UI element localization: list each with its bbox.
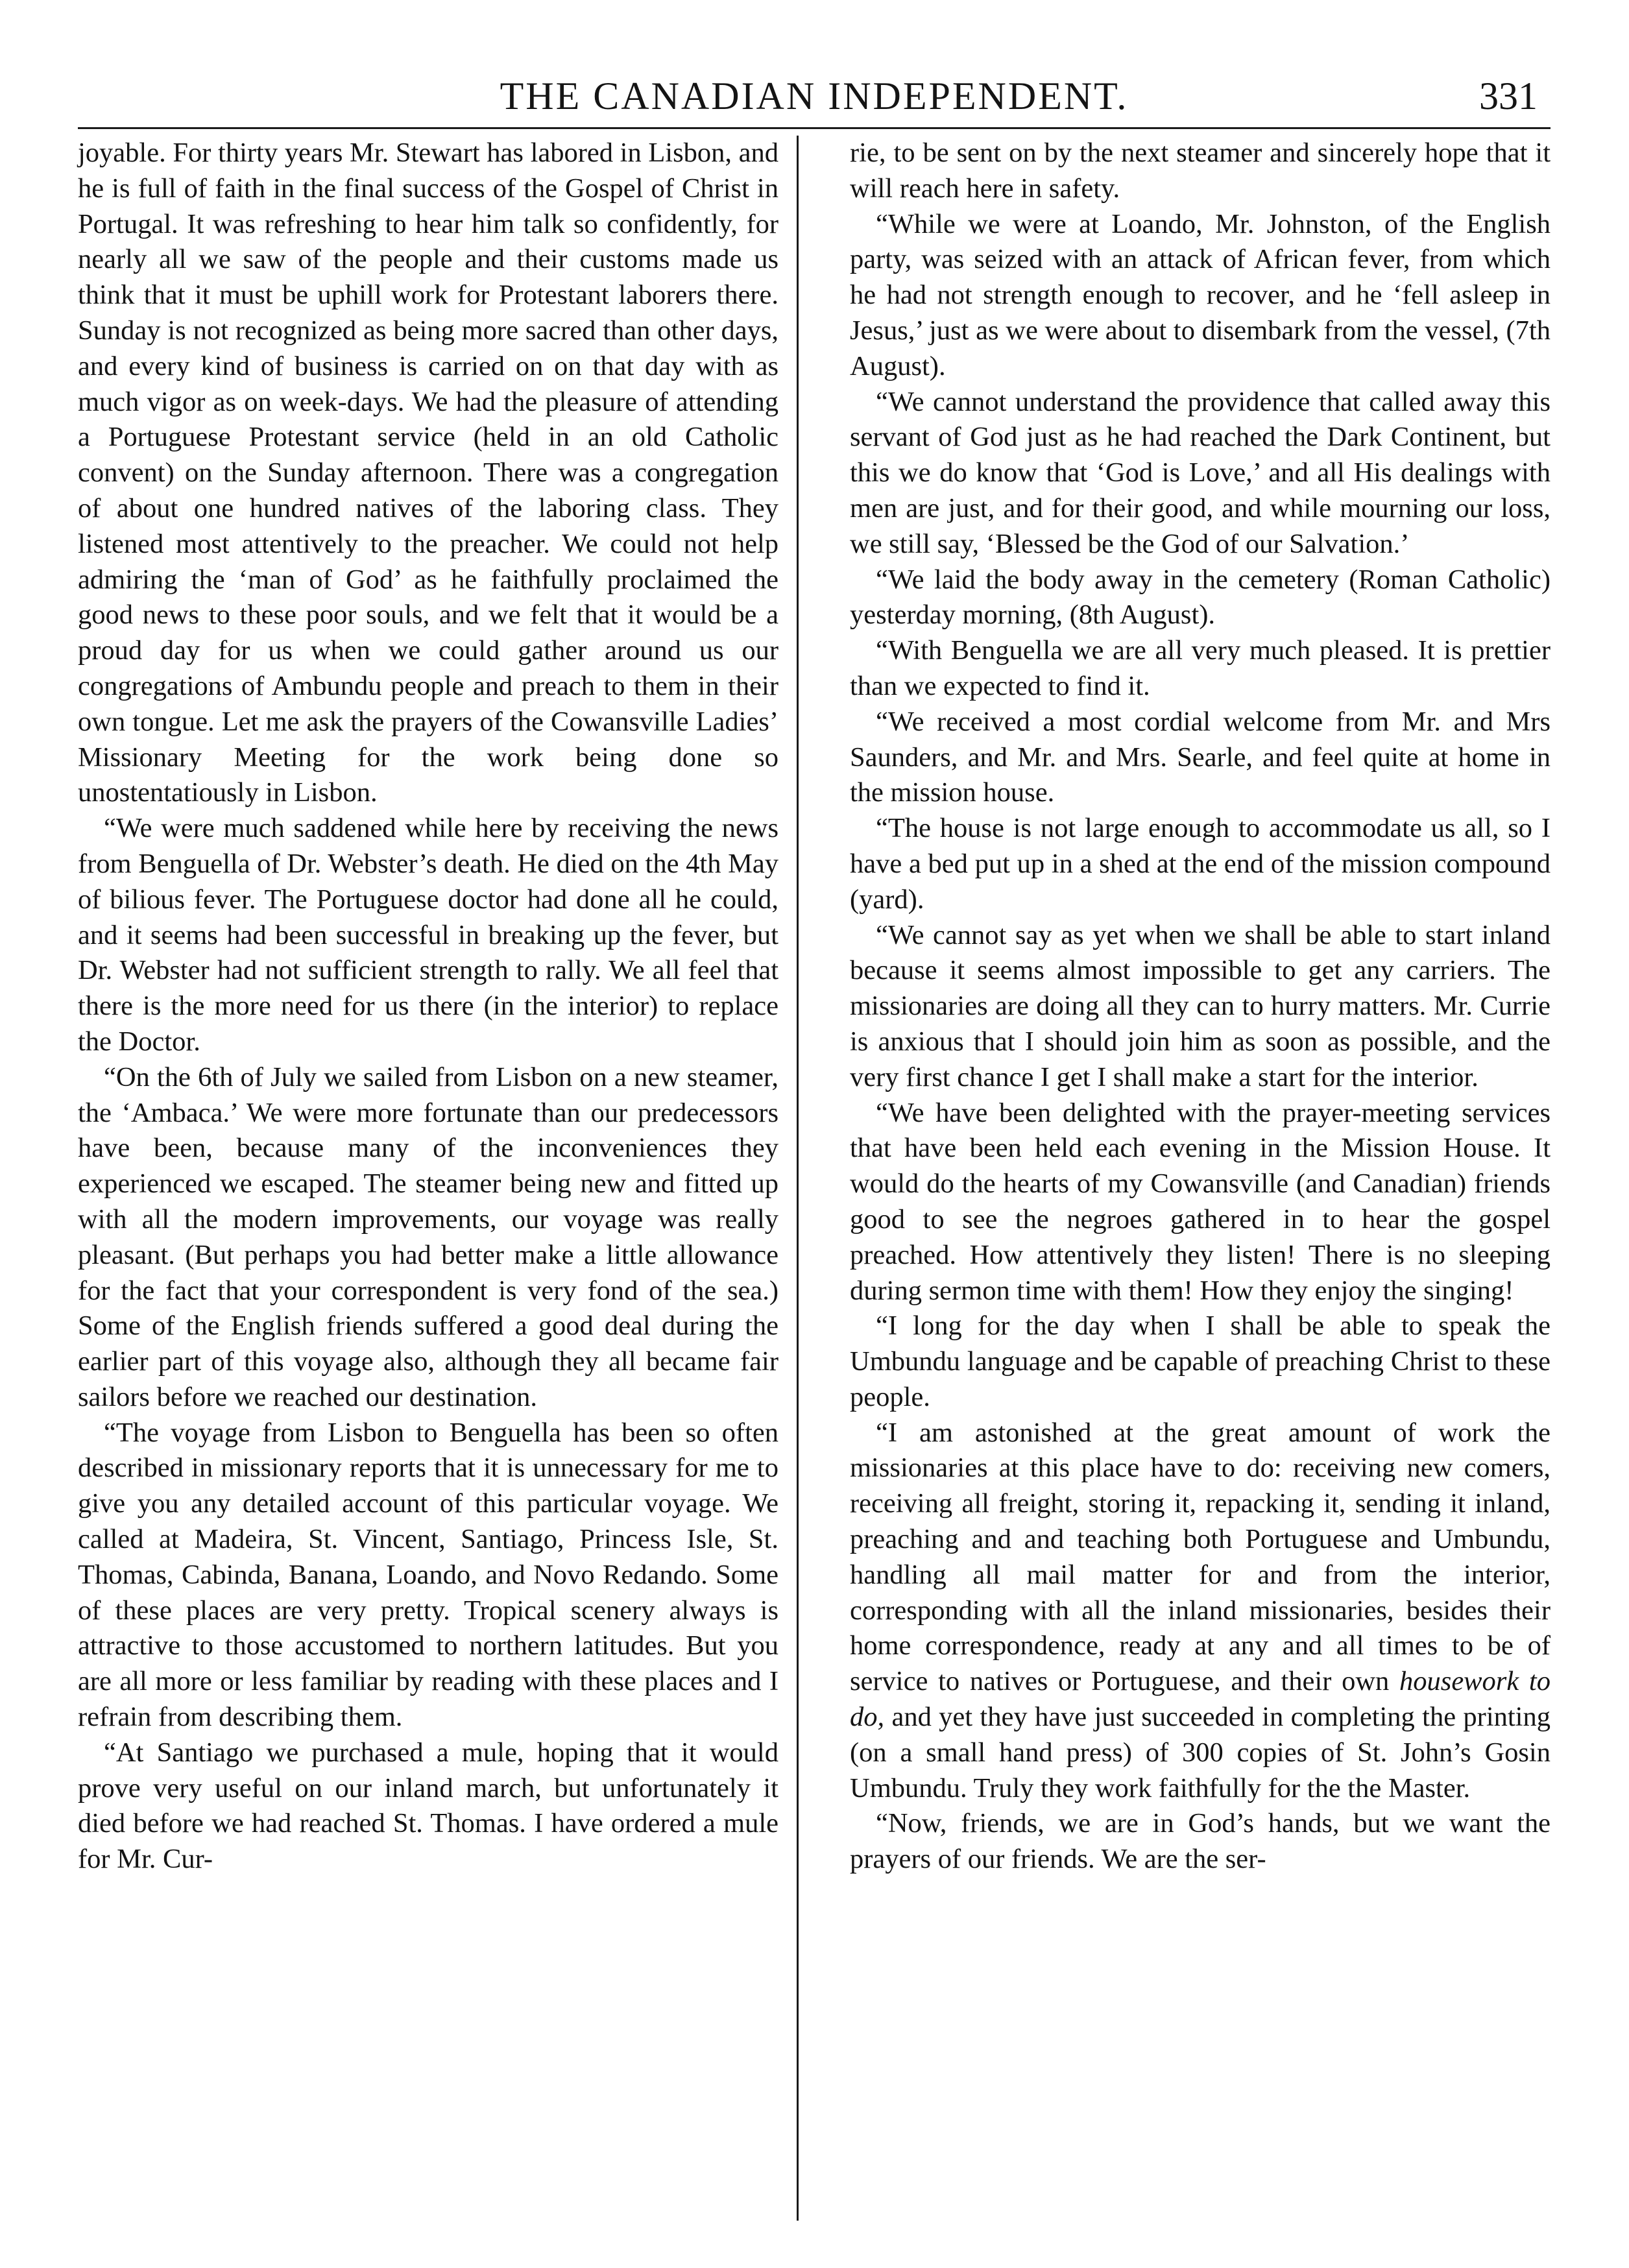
paragraph: “The voyage from Lisbon to Benguella has been so often described in missionary reports that it is unnecessary for me to give you any detailed account of this particular voyage. We called at Madeira, St. Vincent, Santiago, Princess Isle, St. Thomas, Cabinda, Banana, Loando, and Novo Redando. Some of these places are very pretty. Tropical scenery always is attractive to those accustomed to northern latitudes. But you are all more or less familiar by reading with these places and I refrain from describing them. xyxy=(78,1417,778,1733)
paragraph: “We laid the body away in the cemetery (Roman Catholic) yesterday morning, (8th August). xyxy=(850,564,1551,631)
paragraph: “We cannot understand the providence that called away this servant of God just as he had reached the Dark Continent, but this we do know that ‘God is Love,’ and all His dealings with men are just, and for their good, and while mourning our loss, we still say, ‘Blessed be the God of our Salvation.’ xyxy=(850,386,1551,559)
paragraph: “We received a most cordial welcome from Mr. and Mrs Saunders, and Mr. and Mrs. Searle, and feel quite at home in the mission house. xyxy=(850,706,1551,808)
paragraph: “On the 6th of July we sailed from Lisbon on a new steamer, the ‘Ambaca.’ We were more fortunate than our predecessors have been, because many of the inconveniences they experienced we escaped. The steamer being new and fitted up with all the modern improvements, our voyage was really pleasant. (But perhaps you had better make a little allowance for the fact that your correspondent is very fond of the sea.) Some of the English friends suffered a good deal during the earlier part of this voyage also, although they all became fair sailors before we reached our destination. xyxy=(78,1061,778,1412)
paragraph: “I long for the day when I shall be able to speak the Umbundu language and be capable of preaching Christ to these people. xyxy=(850,1310,1551,1412)
paragraph-text: and yet they have just succeeded in completing the printing (on a small hand press) of 300 copies of St. John’s Gosin Umbundu. Truly they work faithfully for the the Master. xyxy=(850,1702,1551,1804)
paragraph-text: “I am astonished at the great amount of work the missionaries at this place have to do: receiving new comers, receiving all freight, storing it, repacking it, sending it inland, preaching and and teaching both Portuguese and Umbundu, handling all mail matter for and from the interior, corresponding with all the inland missionaries, besides their home correspondence, ready at any and all times to be of service to natives or Portuguese, and their own xyxy=(850,1417,1551,1697)
paragraph: “We cannot say as yet when we shall be able to start inland because it seems almost impossible to get any carriers. The missionaries are doing all they can to hurry matters. Mr. Currie is anxious that I should join him as soon as possible, and the very first chance I get I shall make a start for the interior. xyxy=(850,919,1551,1092)
paragraph: “We were much saddened while here by receiving the news from Benguella of Dr. Webster’s death. He died on the 4th May of bilious fever. The Portuguese doctor had done all he could, and it seems had been successful in breaking up the fever, but Dr. Webster had not sufficient strength to rally. We all feel that there is the more need for us there (in the interior) to replace the Doctor. xyxy=(78,813,778,1057)
left-column xyxy=(78,136,778,1877)
right-column xyxy=(850,136,1551,1877)
paragraph: rie, to be sent on by the next steamer and sincerely hope that it will reach here in safety. xyxy=(850,138,1551,204)
paragraph: “While we were at Loando, Mr. Johnston, of the English party, was seized with an attack of African fever, from which he had not strength enough to recover, and he ‘fell asleep in Jesus,’ just as we were about to disembark from the vessel, (7th August). xyxy=(850,208,1551,381)
paragraph: “The house is not large enough to accommodate us all, so I have a bed put up in a shed at the end of the mission compound (yard). xyxy=(850,813,1551,915)
running-header xyxy=(78,65,1551,129)
page xyxy=(78,65,1551,2225)
paragraph xyxy=(850,1416,1551,1807)
text-columns xyxy=(78,136,1551,1877)
paragraph: “We have been delighted with the prayer-meeting services that have been held each evening in the Mission House. It would do the hearts of my Cowansville (and Canadian) friends good to see the negroes gathered in to hear the gospel preached. How attentively they listen! There is no sleeping during sermon time with them! How they enjoy the singing! xyxy=(850,1097,1551,1306)
paragraph: “With Benguella we are all very much pleased. It is prettier than we expected to find it. xyxy=(850,635,1551,701)
paragraph: “At Santiago we purchased a mule, hoping that it would prove very useful on our inland march, but unfortunately it died before we had reached St. Thomas. I have ordered a mule for Mr. Cur- xyxy=(78,1737,778,1875)
paragraph: “Now, friends, we are in God’s hands, but we want the prayers of our friends. We are the ser- xyxy=(850,1808,1551,1875)
page-number: 331 xyxy=(1479,75,1538,117)
italic-text: housework to do, xyxy=(850,1666,1551,1733)
paragraph: joyable. For thirty years Mr. Stewart has labored in Lisbon, and he is full of faith in the final success of the Gospel of Christ in Portugal. It was refreshing to hear him talk so confidently, for nearly all we saw of the people and their customs made us think that it must be uphill work for Protestant laborers there. Sunday is not recognized as being more sacred than other days, and every kind of business is carried on on that day with as much vigor as on week-days. We had the pleasure of attending a Portuguese Protestant service (held in an old Catholic convent) on the Sunday afternoon. There was a congregation of about one hundred natives of the laboring class. They listened most attentively to the preacher. We could not help admiring the ‘man of God’ as he faithfully proclaimed the good news to these poor souls, and we felt that it would be a proud day for us when we could gather around us our congregations of Ambundu people and preach to them in their own tongue. Let me ask the prayers of the Cowansville Ladies’ Missionary Meeting for the work being done so unostentatiously in Lisbon. xyxy=(78,138,778,808)
column-divider xyxy=(797,136,799,2221)
journal-title: THE CANADIAN INDEPENDENT. xyxy=(500,75,1129,117)
